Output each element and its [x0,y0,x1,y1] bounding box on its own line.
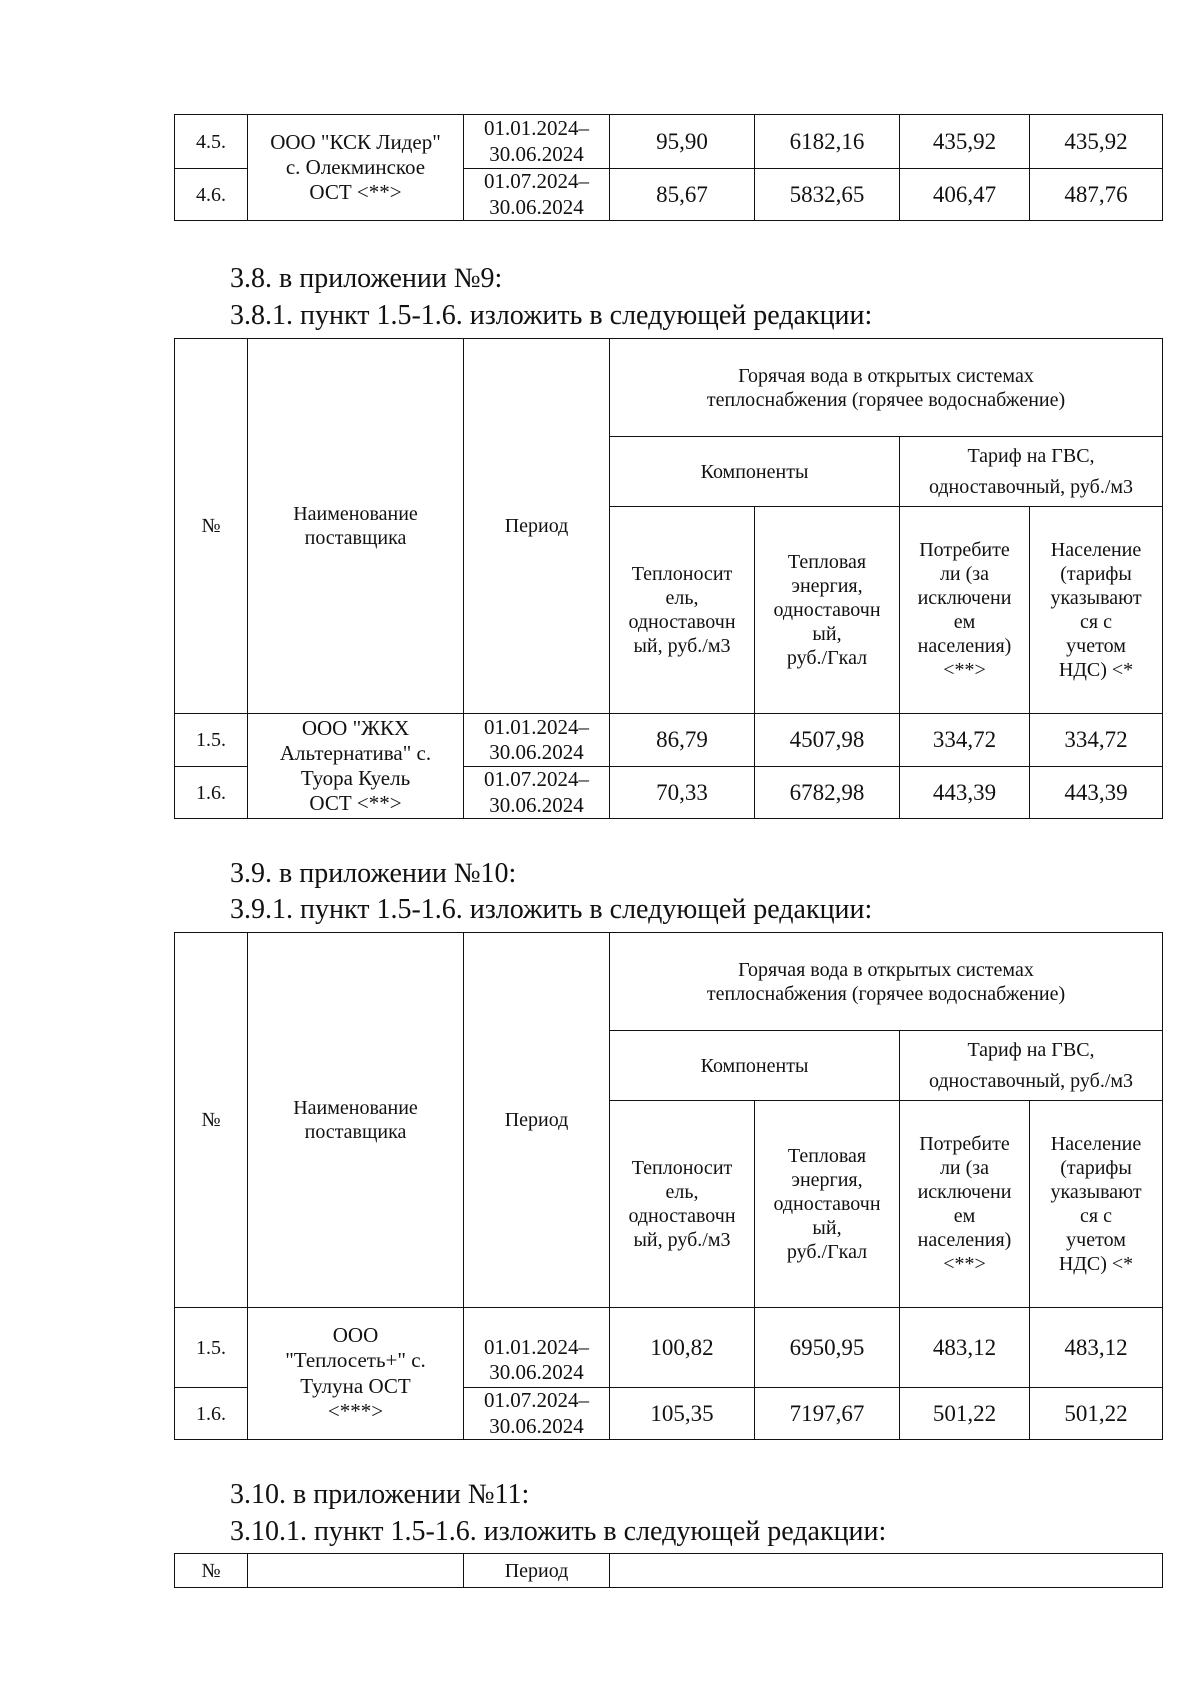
value-coolant: 70,33 [610,767,755,819]
header-thermal-energy: Тепловая энергия, одноставочн ый, руб./Гкал [755,1101,900,1308]
section-heading-3-9: 3.9. в приложении №10: [230,858,517,889]
tariff-table-top [174,114,1163,221]
header-number: № [175,933,248,1308]
table-header-row [175,339,1163,437]
header-components: Компоненты [610,1031,900,1101]
tariff-table-3-8 [174,338,1163,819]
row-number: 1.5. [175,714,248,767]
header-coolant: Теплоносит ель, одноставочн ый, руб./м3 [610,1101,755,1308]
value-energy: 6950,95 [755,1308,900,1388]
period: 01.07.2024– 30.06.2024 [464,1388,610,1440]
value-population: 487,76 [1030,169,1163,221]
value-consumers: 435,92 [900,115,1030,169]
header-components: Компоненты [610,437,900,507]
value-coolant: 95,90 [610,115,755,169]
tariff-table-3-10 [174,1553,1163,1588]
row-number: 4.5. [175,115,248,169]
section-heading-3-8: 3.8. в приложении №9: [230,263,503,294]
value-population: 483,12 [1030,1308,1163,1388]
table-header-row [175,933,1163,1031]
header-supplier [248,1554,464,1588]
value-population: 443,39 [1030,767,1163,819]
header-period: Период [464,339,610,714]
value-coolant: 105,35 [610,1388,755,1440]
value-energy: 6782,98 [755,767,900,819]
value-energy: 7197,67 [755,1388,900,1440]
value-consumers: 406,47 [900,169,1030,221]
value-consumers: 501,22 [900,1388,1030,1440]
header-population: Население (тарифы указывают ся с учетом НДС) <* [1030,1101,1163,1308]
value-consumers: 483,12 [900,1308,1030,1388]
value-coolant: 85,67 [610,169,755,221]
period: 01.01.2024– 30.06.2024 [464,1308,610,1388]
header-thermal-energy: Тепловая энергия, одноставочн ый, руб./Гкал [755,507,900,714]
value-coolant: 86,79 [610,714,755,767]
table-row [175,714,1163,767]
header-hot-water-group: Горячая вода в открытых системах теплоснабжения (горячее водоснабжение) [610,339,1163,437]
supplier-name: ООО "КСК Лидер" с. Олекминское ОСТ <**> [248,115,464,221]
header-period: Период [464,933,610,1308]
header-period: Период [464,1554,610,1588]
value-population: 334,72 [1030,714,1163,767]
value-population: 435,92 [1030,115,1163,169]
period: 01.01.2024– 30.06.2024 [464,714,610,767]
section-subheading-3-8-1: 3.8.1. пункт 1.5-1.6. изложить в следующей редакции: [230,300,873,331]
header-tariff: Тариф на ГВС, одноставочный, руб./м3 [900,1031,1163,1101]
period: 01.07.2024– 30.06.2024 [464,169,610,221]
row-number: 1.6. [175,767,248,819]
header-supplier: Наименование поставщика [248,339,464,714]
value-population: 501,22 [1030,1388,1163,1440]
header-consumers: Потребите ли (за исключени ем населения) <**> [900,1101,1030,1308]
header-hot-water-group [610,1554,1163,1588]
header-tariff: Тариф на ГВС, одноставочный, руб./м3 [900,437,1163,507]
period: 01.01.2024– 30.06.2024 [464,115,610,169]
value-consumers: 334,72 [900,714,1030,767]
section-subheading-3-9-1: 3.9.1. пункт 1.5-1.6. изложить в следующей редакции: [230,894,873,925]
table-row [175,115,1163,169]
supplier-name: ООО "ЖКХ Альтернатива" с. Туора Куель ОСТ <**> [248,714,464,819]
value-energy: 6182,16 [755,115,900,169]
tariff-table-3-9 [174,932,1163,1440]
section-heading-3-10: 3.10. в приложении №11: [230,1479,530,1510]
row-number: 4.6. [175,169,248,221]
header-coolant: Теплоносит ель, одноставочн ый, руб./м3 [610,507,755,714]
row-number: 1.5. [175,1308,248,1388]
header-supplier: Наименование поставщика [248,933,464,1308]
table-header-row [175,1554,1163,1588]
value-energy: 5832,65 [755,169,900,221]
header-hot-water-group: Горячая вода в открытых системах теплоснабжения (горячее водоснабжение) [610,933,1163,1031]
supplier-name: ООО "Теплосеть+" с. Тулуна ОСТ <***> [248,1308,464,1440]
table-row [175,1308,1163,1388]
header-number: № [175,339,248,714]
section-subheading-3-10-1: 3.10.1. пункт 1.5-1.6. изложить в следующей редакции: [230,1516,887,1547]
header-population: Население (тарифы указывают ся с учетом НДС) <* [1030,507,1163,714]
period: 01.07.2024– 30.06.2024 [464,767,610,819]
value-consumers: 443,39 [900,767,1030,819]
value-coolant: 100,82 [610,1308,755,1388]
row-number: 1.6. [175,1388,248,1440]
header-consumers: Потребите ли (за исключени ем населения) <**> [900,507,1030,714]
value-energy: 4507,98 [755,714,900,767]
header-number: № [175,1554,248,1588]
